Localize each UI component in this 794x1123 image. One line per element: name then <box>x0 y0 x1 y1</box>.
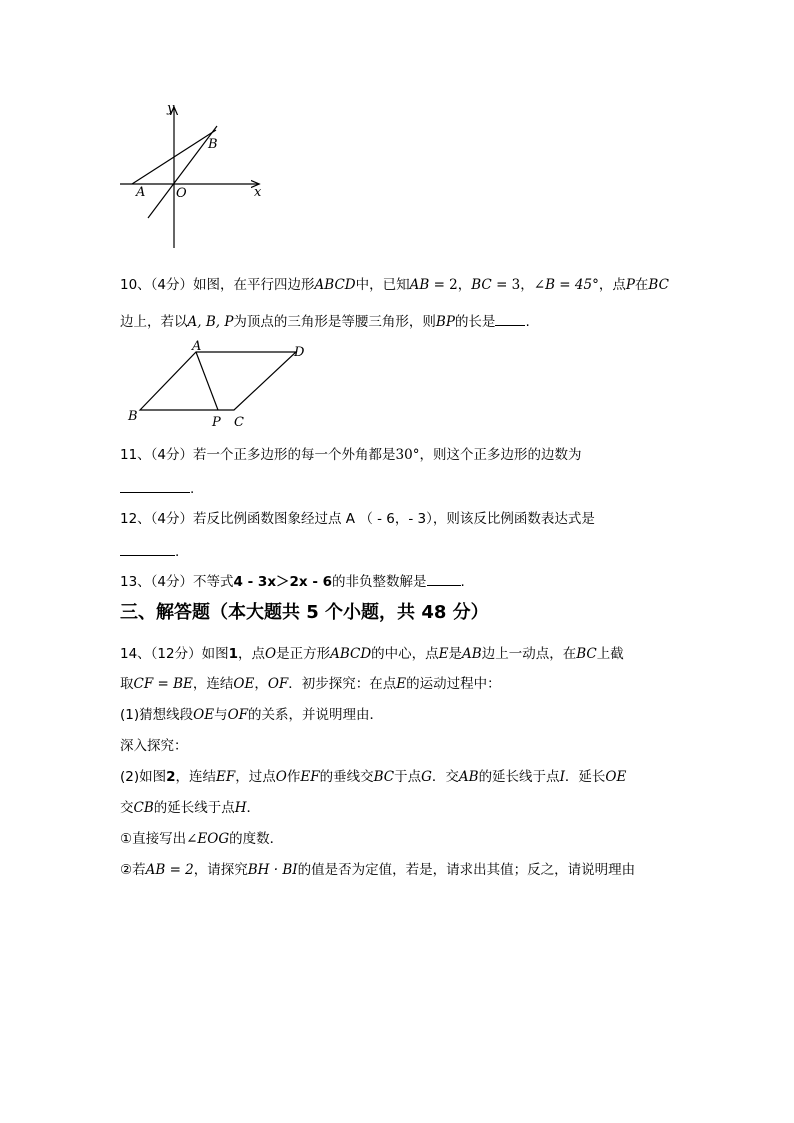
label-b: B <box>128 409 138 424</box>
q14-line4: 深入探究： <box>120 738 188 754</box>
q14-line6: 交CB的延长线于点H． <box>120 800 261 816</box>
q12-line2: . <box>120 541 179 562</box>
answer-blank[interactable] <box>427 571 461 586</box>
answer-blank[interactable] <box>120 478 190 493</box>
q14-line2: 取CF = BE，连结OE，OF．初步探究：在点E的运动过程中： <box>120 676 501 692</box>
label-d: D <box>294 345 305 360</box>
q13-line1: 13、（4分）不等式4 - 3x＞2x - 6的非负整数解是 . <box>120 571 465 592</box>
q14-line5: (2)如图2，连结EF，过点O作EF的垂线交BC于点G．交AB的延长线于点I．延长OE <box>120 769 627 785</box>
label-o: O <box>176 186 187 201</box>
label-a: A <box>136 185 146 200</box>
label-b: B <box>208 137 218 152</box>
answer-blank[interactable] <box>495 311 525 326</box>
figure-coordinate-plane <box>110 98 270 253</box>
q10-line2: 边上，若以A, B, P为顶点的三角形是等腰三角形，则BP的长是 . <box>120 311 530 332</box>
q12-line1: 12、（4分）若反比例函数图象经过点 A （ - 6，- 3），则该反比例函数表达式是 <box>120 511 595 527</box>
q10-line1: 10、（4分）如图，在平行四边形ABCD中，已知AB = 2，BC = 3，∠B = 45°，点P在BC <box>120 277 669 293</box>
label-x: x <box>254 185 262 200</box>
label-a: A <box>192 340 202 354</box>
q14-line3: (1)猜想线段OE与OF的关系，并说明理由． <box>120 707 383 723</box>
section-heading: 三、解答题（本大题共 5 个小题，共 48 分） <box>120 602 489 623</box>
line-ob <box>148 126 217 218</box>
q11-line2: . <box>120 478 194 499</box>
q14-line7: ①直接写出∠EOG的度数． <box>120 831 284 847</box>
parallelogram-abcd <box>140 352 296 410</box>
answer-blank[interactable] <box>120 541 175 556</box>
q11-line1: 11、（4分）若一个正多边形的每一个外角都是30°，则这个正多边形的边数为 <box>120 447 582 463</box>
q14-line1: 14、（12分）如图1，点O是正方形ABCD的中心，点E是AB边上一动点，在BC上截 <box>120 646 624 662</box>
label-p: P <box>212 415 221 430</box>
label-y: y <box>167 101 175 116</box>
figure-parallelogram <box>120 340 320 432</box>
label-c: C <box>234 415 244 430</box>
q14-line8: ②若AB = 2，请探究BH · BI的值是否为定值，若是，请求出其值；反之，请说明理由 <box>120 862 636 878</box>
segment-ap <box>196 352 218 410</box>
